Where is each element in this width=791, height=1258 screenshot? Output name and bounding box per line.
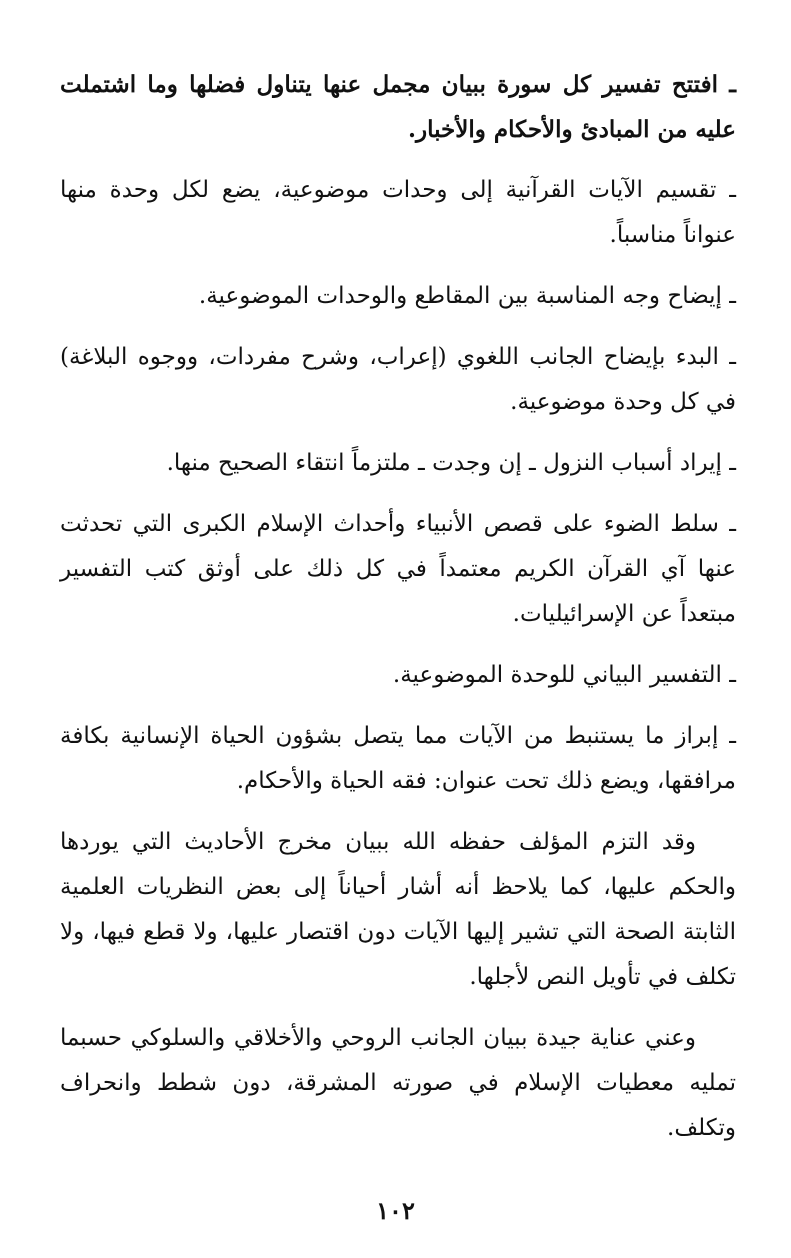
paragraph-3: ـ إيضاح وجه المناسبة بين المقاطع والوحدات الموضوعية. bbox=[198, 283, 736, 309]
paragraph-7: ـ التفسير البياني للوحدة الموضوعية. bbox=[392, 662, 736, 688]
paragraph-1: ـ افتتح تفسير كل سورة ببيان مجمل عنها يتناول فضلها وما اشتملت عليه من المبادئ والأحكام والأخبار. bbox=[60, 71, 736, 143]
paragraph-8: ـ إبراز ما يستنبط من الآيات مما يتصل بشؤون الحياة الإنسانية بكافة مرافقها، ويضع ذلك تحت عنوان: فقه الحياة والأحكام. bbox=[60, 723, 736, 794]
paragraph-5: ـ إيراد أسباب النزول ـ إن وجدت ـ ملتزماً انتقاء الصحيح منها. bbox=[166, 450, 736, 476]
paragraph-10: وعني عناية جيدة ببيان الجانب الروحي والأخلاقي والسلوكي حسبما تمليه معطيات الإسلام في صورته المشرقة، دون شطط وانحراف وتكلف. bbox=[60, 1025, 736, 1141]
paragraph-6: ـ سلط الضوء على قصص الأنبياء وأحداث الإسلام الكبرى التي تحدثت عنها آي القرآن الكريم معتمداً في كل ذلك على أوثق كتب التفسير مبتعداً عن الإسرائيليات. bbox=[60, 511, 736, 627]
paragraph-2: ـ تقسيم الآيات القرآنية إلى وحدات موضوعية، يضع لكل وحدة منها عنواناً مناسباً. bbox=[60, 177, 736, 248]
paragraph-4: ـ البدء بإيضاح الجانب اللغوي (إعراب، وشرح مفردات، ووجوه البلاغة) في كل وحدة موضوعية. bbox=[60, 344, 736, 415]
page-number: ١٠٢ bbox=[376, 1196, 415, 1225]
paragraph-9: وقد التزم المؤلف حفظه الله ببيان مخرج الأحاديث التي يوردها والحكم عليها، كما يلاحظ أنه أشار أحياناً إلى بعض النظريات العلمية الثابتة الصحة التي تشير إليها الآيات دون اقتصار عليها، ولا قطع فيها، ولا تكلف في تأويل النص لأجلها. bbox=[60, 829, 736, 990]
page-body bbox=[60, 62, 736, 1167]
